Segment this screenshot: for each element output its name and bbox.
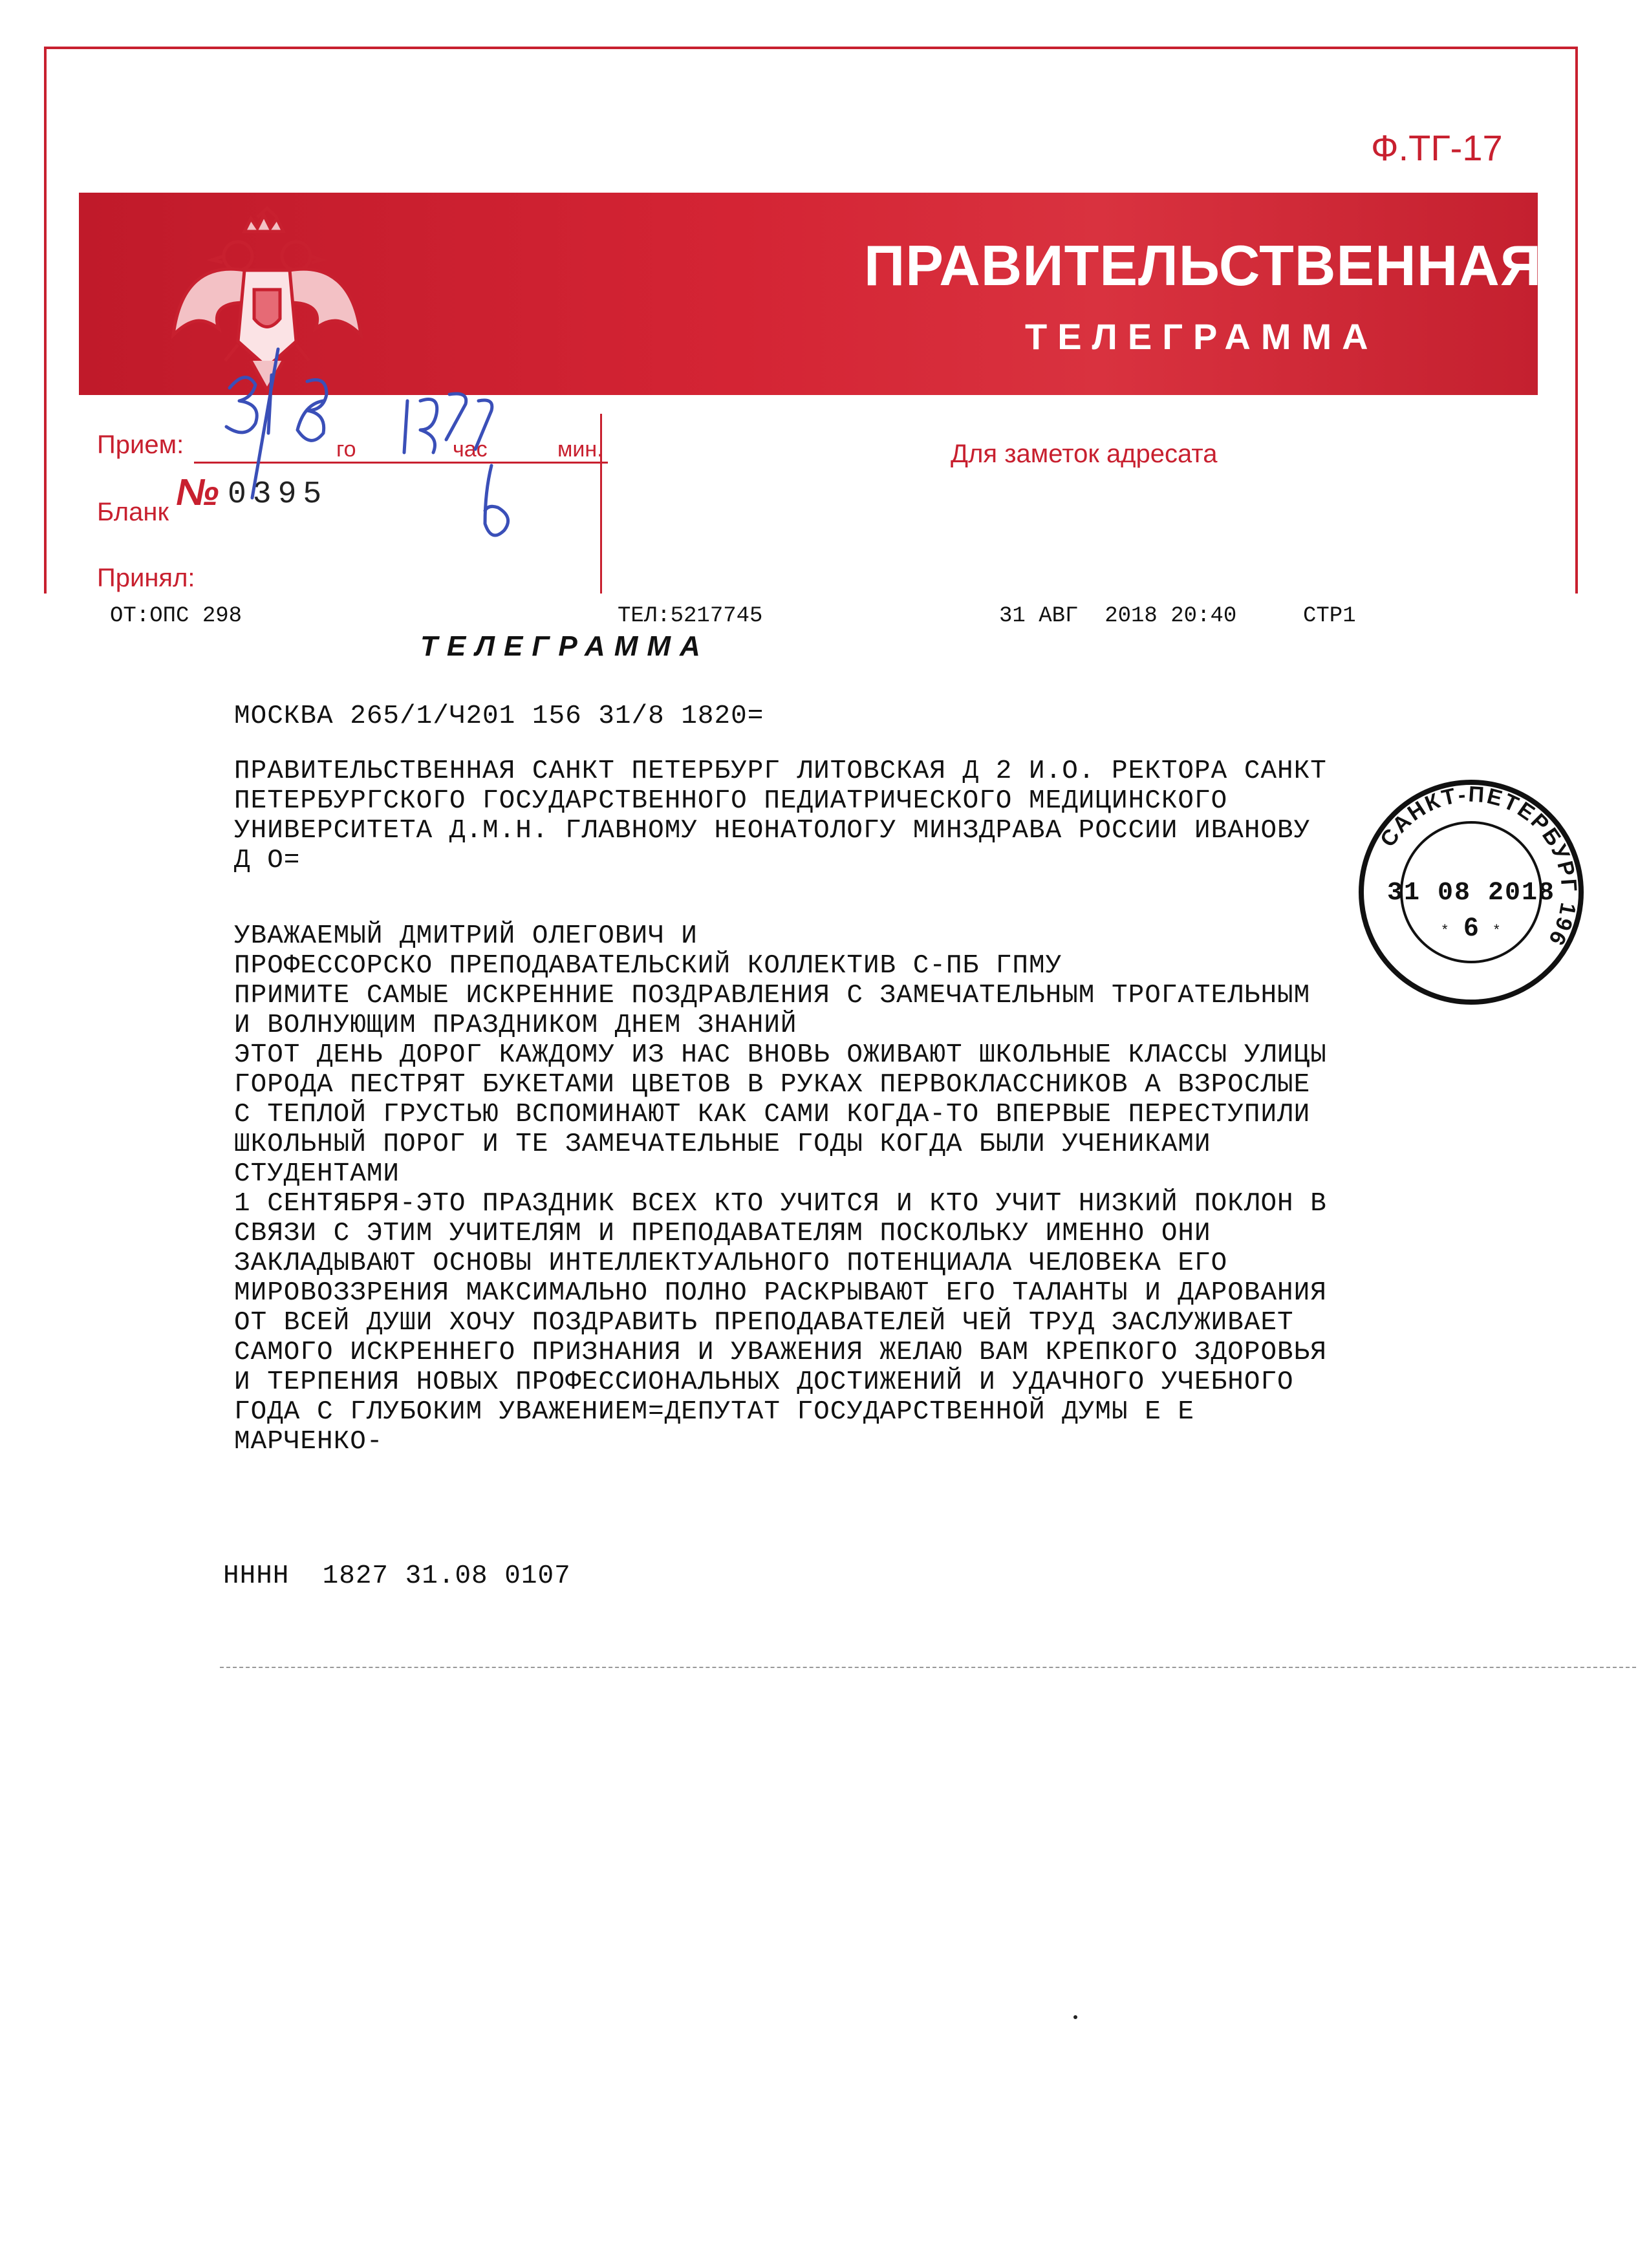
- notes-label: Для заметок адресата: [951, 440, 1218, 468]
- body-line: МАРЧЕНКО-: [234, 1427, 383, 1457]
- postal-stamp-icon: [1352, 773, 1591, 1012]
- svg-text:*: *: [1494, 921, 1500, 937]
- min-label: мин.: [557, 437, 603, 462]
- body-line: СТУДЕНТАМИ: [234, 1159, 400, 1189]
- body-line: ПРОФЕССОРСКО ПРЕПОДАВАТЕЛЬСКИЙ КОЛЛЕКТИВ С-ПБ ГПМУ: [234, 951, 1062, 981]
- body-line: ГОДА С ГЛУБОКИМ УВАЖЕНИЕМ=ДЕПУТАТ ГОСУДАРСТВЕННОЙ ДУМЫ Е Е: [234, 1397, 1195, 1427]
- stamp-ring-text: САНКТ-ПЕТЕРБУРГ 196: [1375, 782, 1582, 951]
- stray-mark: [1073, 2015, 1077, 2019]
- form-code: Ф.ТГ-17: [1371, 127, 1503, 168]
- body-line: МИРОВОЗЗРЕНИЯ МАКСИМАЛЬНО ПОЛНО РАСКРЫВАЮТ ЕГО ТАЛАНТЫ И ДАРОВАНИЯ: [234, 1278, 1327, 1308]
- blank-number: 0395: [228, 477, 329, 512]
- address-line: ПРАВИТЕЛЬСТВЕННАЯ САНКТ ПЕТЕРБУРГ ЛИТОВСКАЯ Д 2 И.О. РЕКТОРА САНКТ: [234, 756, 1327, 786]
- message-body: [234, 921, 1327, 1457]
- address-line: УНИВЕРСИТЕТА Д.М.Н. ГЛАВНОМУ НЕОНАТОЛОГУ МИНЗДРАВА РОССИИ ИВАНОВУ: [234, 816, 1311, 846]
- prinyal-label: Принял:: [97, 564, 195, 592]
- body-line: ЭТОТ ДЕНЬ ДОРОГ КАЖДОМУ ИЗ НАС ВНОВЬ ОЖИВАЮТ ШКОЛЬНЫЕ КЛАССЫ УЛИЦЫ: [234, 1040, 1327, 1070]
- body-line: И ВОЛНУЮЩИМ ПРАЗДНИКОМ ДНЕМ ЗНАНИЙ: [234, 1011, 797, 1040]
- body-line: ШКОЛЬНЫЙ ПОРОГ И ТЕ ЗАМЕЧАТЕЛЬНЫЕ ГОДЫ КОГДА БЫЛИ УЧЕНИКАМИ: [234, 1129, 1211, 1159]
- stamp-date: 31 08 2018: [1386, 879, 1556, 908]
- strip-edge: [220, 1667, 1636, 1668]
- form-subtitle: ТЕЛЕГРАММА: [1025, 316, 1379, 357]
- body-line: ОТ ВСЕЙ ДУШИ ХОЧУ ПОЗДРАВИТЬ ПРЕПОДАВАТЕЛЕЙ ЧЕЙ ТРУД ЗАСЛУЖИВАЕТ: [234, 1308, 1294, 1338]
- body-line: С ТЕПЛОЙ ГРУСТЬЮ ВСПОМИНАЮТ КАК САМИ КОГДА-ТО ВПЕРВЫЕ ПЕРЕСТУПИЛИ: [234, 1100, 1311, 1129]
- address-line: Д О=: [234, 846, 301, 875]
- hour-label: час: [453, 437, 488, 462]
- body-line: ЗАКЛАДЫВАЮТ ОСНОВЫ ИНТЕЛЛЕКТУАЛЬНОГО ПОТЕНЦИАЛА ЧЕЛОВЕКА ЕГО: [234, 1248, 1228, 1278]
- body-line: СВЯЗИ С ЭТИМ УЧИТЕЛЯМ И ПРЕПОДАВАТЕЛЯМ ПОСКОЛЬКУ ИМЕННО ОНИ: [234, 1219, 1211, 1248]
- header-from: ОТ:ОПС 298: [110, 604, 242, 628]
- blank-number-sign: №: [176, 471, 219, 513]
- day-label: го: [336, 437, 356, 462]
- body-line: ПРИМИТЕ САМЫЕ ИСКРЕННИЕ ПОЗДРАВЛЕНИЯ С ЗАМЕЧАТЕЛЬНЫМ ТРОГАТЕЛЬНЫМ: [234, 981, 1311, 1011]
- body-line: ГОРОДА ПЕСТРЯТ БУКЕТАМИ ЦВЕТОВ В РУКАХ ПЕРВОКЛАССНИКОВ А ВЗРОСЛЫЕ: [234, 1070, 1311, 1100]
- blank-label: Бланк: [97, 498, 169, 526]
- footer-line: НННН 1827 31.08 0107: [223, 1561, 571, 1591]
- header-tel: ТЕЛ:5217745: [618, 604, 763, 628]
- body-line: УВАЖАЕМЫЙ ДМИТРИЙ ОЛЕГОВИЧ И: [234, 921, 698, 951]
- header-page: СТР1: [1303, 604, 1356, 628]
- header-datetime: 31 АВГ 2018 20:40: [999, 604, 1237, 628]
- svg-text:*: *: [1442, 921, 1448, 937]
- address-line: ПЕТЕРБУРГСКОГО ГОСУДАРСТВЕННОГО ПЕДИАТРИЧЕСКОГО МЕДИЦИНСКОГО: [234, 786, 1228, 816]
- address-block: [234, 756, 1327, 875]
- form-title: ПРАВИТЕЛЬСТВЕННАЯ: [864, 233, 1542, 297]
- priem-label: Прием:: [97, 431, 184, 459]
- body-line: И ТЕРПЕНИЯ НОВЫХ ПРОФЕССИОНАЛЬНЫХ ДОСТИЖЕНИЙ И УДАЧНОГО УЧЕБНОГО: [234, 1367, 1294, 1397]
- body-line: 1 СЕНТЯБРЯ-ЭТО ПРАЗДНИК ВСЕХ КТО УЧИТСЯ И КТО УЧИТ НИЗКИЙ ПОКЛОН В: [234, 1189, 1327, 1219]
- origin-line: МОСКВА 265/1/Ч201 156 31/8 1820=: [234, 701, 764, 731]
- body-line: САМОГО ИСКРЕННЕГО ПРИЗНАНИЯ И УВАЖЕНИЯ ЖЕЛАЮ ВАМ КРЕПКОГО ЗДОРОВЬЯ: [234, 1338, 1327, 1367]
- handwritten-marks: [194, 304, 608, 575]
- stamp-number: 6: [1463, 913, 1479, 941]
- telegram-banner: ТЕЛЕГРАММА: [420, 630, 709, 662]
